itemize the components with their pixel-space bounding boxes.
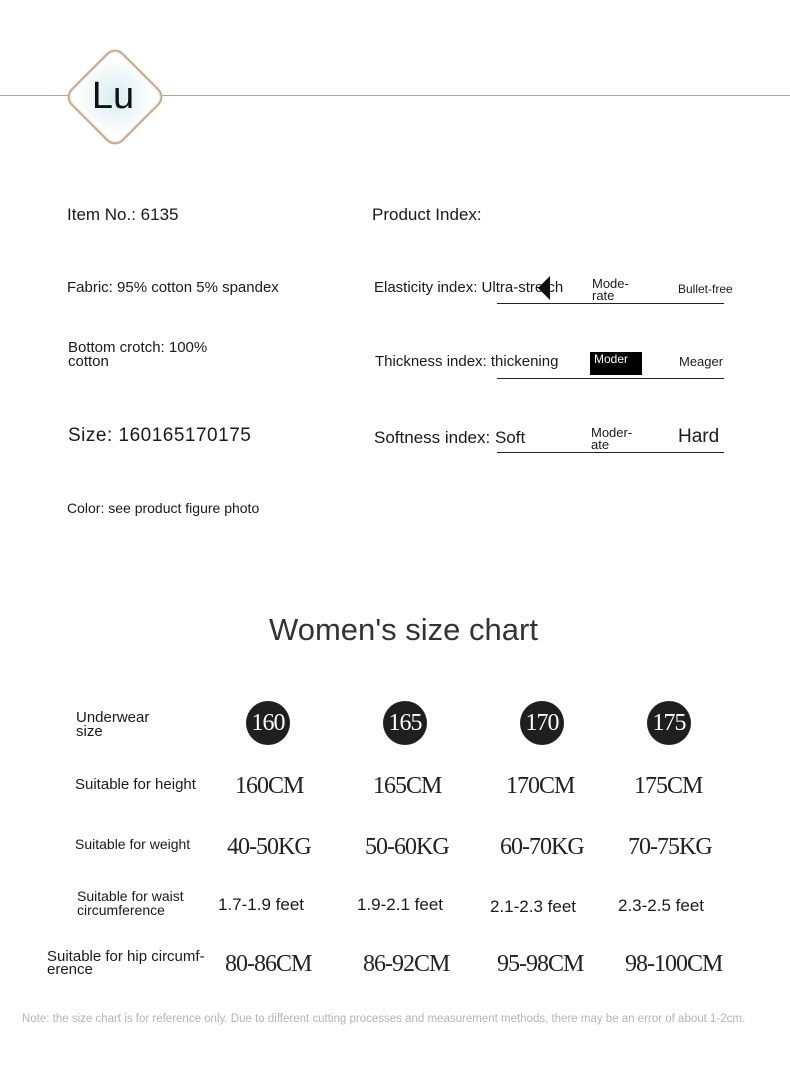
height-cell: 175CM	[634, 773, 703, 799]
thickness-mid: Moder	[594, 352, 629, 366]
size-info: Size: 160165170175	[68, 425, 252, 446]
elasticity-mid-line1: Mode-	[592, 276, 629, 291]
row-label-waist	[77, 889, 184, 917]
hip-cell: 86-92CM	[363, 951, 450, 977]
elasticity-mid-line2: rate	[592, 288, 615, 303]
weight-cell: 60-70KG	[500, 834, 584, 860]
crotch-info-line1: Bottom crotch: 100%	[68, 339, 208, 356]
height-cell: 160CM	[235, 773, 304, 799]
height-cell: 170CM	[506, 773, 575, 799]
weight-cell: 50-60KG	[365, 834, 449, 860]
row-label-hip-line1: Suitable for hip circumf-	[47, 948, 205, 965]
waist-cell: 1.9-2.1 feet	[357, 895, 444, 914]
size-badge-165: 165	[383, 701, 427, 745]
size-chart-header-label	[76, 711, 149, 739]
size-chart-note: Note: the size chart is for reference only. Due to different cutting processes and measurement methods, there may be an error of about 1-2cm.	[22, 1013, 746, 1025]
elasticity-label: Elasticity index: Ultra-stretch	[374, 279, 564, 296]
elasticity-mid	[592, 278, 629, 302]
row-label-waist-line2: circumference	[77, 902, 165, 918]
row-label-weight: Suitable for weight	[75, 836, 191, 852]
thickness-right: Meager	[679, 354, 724, 369]
size-chart-header-line1: Underwear	[76, 709, 150, 726]
hip-cell: 80-86CM	[225, 951, 312, 977]
item-number: Item No.: 6135	[67, 205, 179, 224]
color-info: Color: see product figure photo	[67, 500, 260, 516]
softness-mid-line1: Moder-	[591, 425, 633, 440]
waist-cell: 2.1-2.3 feet	[490, 897, 577, 916]
row-label-hip-line2: erence	[47, 961, 93, 978]
elasticity-marker-icon	[538, 276, 550, 300]
softness-mid-line2: ate	[591, 437, 610, 452]
crotch-info	[68, 341, 207, 369]
fabric-info: Fabric: 95% cotton 5% spandex	[67, 279, 279, 296]
product-index-header: Product Index:	[372, 205, 482, 224]
size-chart-header-line2: size	[76, 723, 103, 740]
height-cell: 165CM	[373, 773, 442, 799]
weight-cell: 70-75KG	[628, 834, 712, 860]
softness-mid	[591, 427, 632, 451]
waist-cell: 1.7-1.9 feet	[218, 895, 305, 914]
row-label-hip	[47, 950, 205, 976]
row-label-waist-line1: Suitable for waist	[77, 888, 184, 904]
thickness-scale-line	[497, 378, 724, 379]
size-badge-170: 170	[520, 701, 564, 745]
size-badge-175: 175	[647, 701, 691, 745]
crotch-info-line2: cotton	[68, 353, 109, 370]
softness-right: Hard	[678, 426, 720, 447]
hip-cell: 98-100CM	[625, 951, 723, 977]
hip-cell: 95-98CM	[497, 951, 584, 977]
weight-cell: 40-50KG	[227, 834, 311, 860]
row-label-height: Suitable for height	[75, 776, 196, 793]
softness-label: Softness index: Soft	[374, 428, 526, 447]
elasticity-right: Bullet-free	[678, 282, 733, 296]
softness-scale-line	[497, 452, 724, 453]
size-badge-160: 160	[246, 701, 290, 745]
size-chart-title: Women's size chart	[269, 612, 538, 647]
elasticity-scale-line	[497, 303, 724, 304]
thickness-label: Thickness index: thickening	[375, 353, 559, 370]
brand-logo-text: Lu	[91, 75, 135, 117]
waist-cell: 2.3-2.5 feet	[618, 896, 705, 915]
